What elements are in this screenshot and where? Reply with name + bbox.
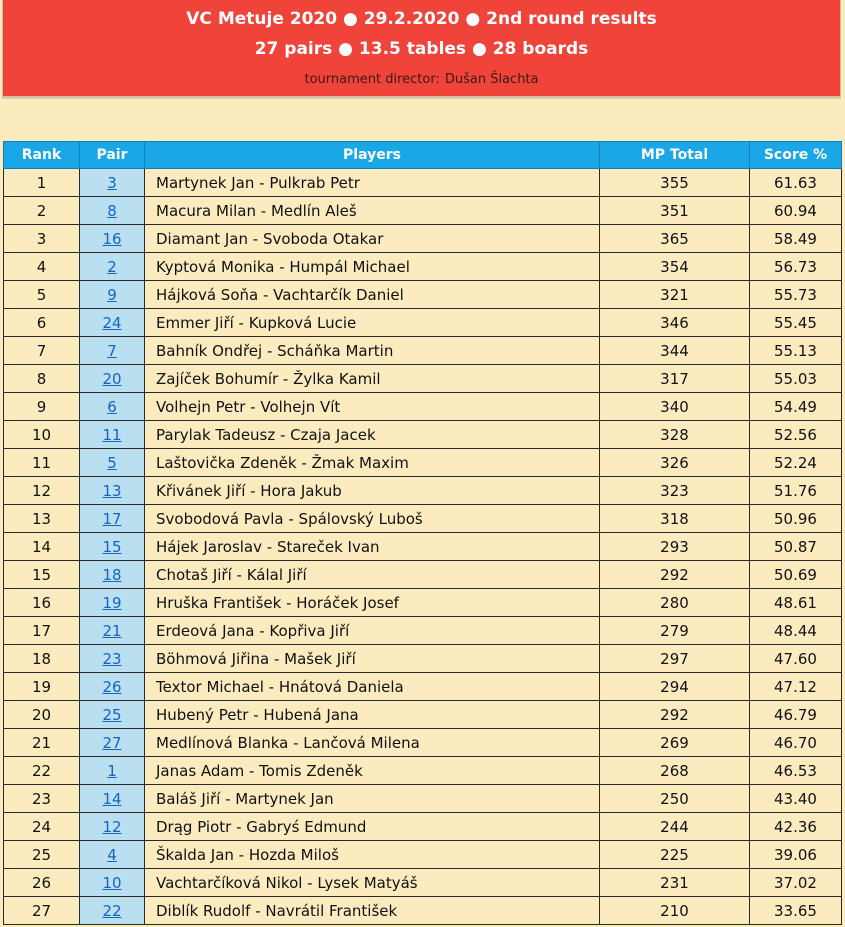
pair-link[interactable]: 6 (107, 397, 117, 416)
score-cell: 55.73 (750, 281, 842, 309)
rank-cell: 1 (4, 169, 80, 197)
score-cell: 61.63 (750, 169, 842, 197)
results-header (2, 0, 841, 97)
column-header-players: Players (145, 142, 600, 169)
score-cell: 48.44 (750, 617, 842, 645)
rank-cell: 5 (4, 281, 80, 309)
score-cell: 46.70 (750, 729, 842, 757)
rank-cell: 23 (4, 785, 80, 813)
mp-total-cell: 225 (600, 841, 750, 869)
rank-cell: 27 (4, 897, 80, 925)
score-cell: 55.45 (750, 309, 842, 337)
players-cell: Hájek Jaroslav - Stareček Ivan (145, 533, 600, 561)
pair-link[interactable]: 1 (107, 761, 117, 780)
pair-cell (80, 869, 145, 897)
table-row (4, 869, 842, 897)
players-cell: Křivánek Jiří - Hora Jakub (145, 477, 600, 505)
table-row (4, 813, 842, 841)
score-cell: 51.76 (750, 477, 842, 505)
pair-cell (80, 729, 145, 757)
rank-cell: 12 (4, 477, 80, 505)
score-cell: 47.12 (750, 673, 842, 701)
results-table (3, 141, 842, 925)
players-cell: Martynek Jan - Pulkrab Petr (145, 169, 600, 197)
rank-cell: 17 (4, 617, 80, 645)
score-cell: 55.13 (750, 337, 842, 365)
table-row (4, 169, 842, 197)
score-cell: 46.53 (750, 757, 842, 785)
column-header-pair: Pair (80, 142, 145, 169)
director-name: Dušan Šlachta (444, 72, 539, 87)
mp-total-cell: 323 (600, 477, 750, 505)
players-cell: Škalda Jan - Hozda Miloš (145, 841, 600, 869)
pair-cell (80, 617, 145, 645)
mp-total-cell: 346 (600, 309, 750, 337)
rank-cell: 14 (4, 533, 80, 561)
players-cell: Kyptová Monika - Humpál Michael (145, 253, 600, 281)
pair-cell (80, 477, 145, 505)
rank-cell: 7 (4, 337, 80, 365)
score-cell: 52.56 (750, 421, 842, 449)
mp-total-cell: 268 (600, 757, 750, 785)
results-body (4, 169, 842, 925)
pair-link[interactable]: 13 (102, 481, 122, 500)
rank-cell: 3 (4, 225, 80, 253)
players-cell: Medlínová Blanka - Lančová Milena (145, 729, 600, 757)
pair-link[interactable]: 3 (107, 173, 117, 192)
mp-total-cell: 244 (600, 813, 750, 841)
table-row (4, 673, 842, 701)
score-cell: 46.79 (750, 701, 842, 729)
table-row (4, 477, 842, 505)
rank-cell: 16 (4, 589, 80, 617)
rank-cell: 9 (4, 393, 80, 421)
score-cell: 39.06 (750, 841, 842, 869)
pair-cell (80, 281, 145, 309)
rank-cell: 8 (4, 365, 80, 393)
pair-cell (80, 421, 145, 449)
table-row (4, 365, 842, 393)
table-row (4, 253, 842, 281)
rank-cell: 4 (4, 253, 80, 281)
score-cell: 58.49 (750, 225, 842, 253)
players-cell: Chotaš Jiří - Kálal Jiří (145, 561, 600, 589)
pair-link[interactable]: 14 (102, 789, 122, 808)
pair-link[interactable]: 10 (102, 873, 122, 892)
mp-total-cell: 340 (600, 393, 750, 421)
score-cell: 48.61 (750, 589, 842, 617)
rank-cell: 20 (4, 701, 80, 729)
pair-link[interactable]: 26 (102, 677, 122, 696)
pair-cell (80, 897, 145, 925)
table-row (4, 225, 842, 253)
pair-cell (80, 645, 145, 673)
players-cell: Textor Michael - Hnátová Daniela (145, 673, 600, 701)
score-cell: 60.94 (750, 197, 842, 225)
pair-cell (80, 253, 145, 281)
mp-total-cell: 317 (600, 365, 750, 393)
table-row (4, 421, 842, 449)
pair-cell (80, 169, 145, 197)
table-row (4, 393, 842, 421)
rank-cell: 6 (4, 309, 80, 337)
pair-link[interactable]: 2 (107, 257, 117, 276)
tournament-director (3, 72, 840, 87)
table-row (4, 197, 842, 225)
pair-cell (80, 505, 145, 533)
score-cell: 52.24 (750, 449, 842, 477)
rank-cell: 25 (4, 841, 80, 869)
pair-cell (80, 701, 145, 729)
table-row (4, 757, 842, 785)
table-row (4, 309, 842, 337)
players-cell: Baláš Jiří - Martynek Jan (145, 785, 600, 813)
column-header-score: Score % (750, 142, 842, 169)
mp-total-cell: 365 (600, 225, 750, 253)
table-row (4, 281, 842, 309)
score-cell: 54.49 (750, 393, 842, 421)
pair-link[interactable]: 25 (102, 705, 122, 724)
rank-cell: 24 (4, 813, 80, 841)
pair-link[interactable]: 24 (102, 313, 122, 332)
players-cell: Zajíček Bohumír - Žylka Kamil (145, 365, 600, 393)
rank-cell: 21 (4, 729, 80, 757)
pair-cell (80, 197, 145, 225)
score-cell: 50.96 (750, 505, 842, 533)
table-row (4, 645, 842, 673)
score-cell: 42.36 (750, 813, 842, 841)
pair-link[interactable]: 4 (107, 845, 117, 864)
rank-cell: 26 (4, 869, 80, 897)
pair-cell (80, 533, 145, 561)
mp-total-cell: 250 (600, 785, 750, 813)
table-header-row (4, 142, 842, 169)
pair-cell (80, 813, 145, 841)
mp-total-cell: 297 (600, 645, 750, 673)
column-header-rank: Rank (4, 142, 80, 169)
pair-cell (80, 365, 145, 393)
page-title: VC Metuje 2020 ● 29.2.2020 ● 2nd round results (186, 9, 657, 29)
players-cell: Hruška František - Horáček Josef (145, 589, 600, 617)
pair-link[interactable]: 11 (102, 425, 122, 444)
players-cell: Volhejn Petr - Volhejn Vít (145, 393, 600, 421)
players-cell: Macura Milan - Medlín Aleš (145, 197, 600, 225)
pair-link[interactable]: 15 (102, 537, 122, 556)
pair-cell (80, 309, 145, 337)
players-cell: Erdeová Jana - Kopřiva Jiří (145, 617, 600, 645)
pair-link[interactable]: 12 (102, 817, 122, 836)
mp-total-cell: 326 (600, 449, 750, 477)
table-row (4, 589, 842, 617)
score-cell: 43.40 (750, 785, 842, 813)
mp-total-cell: 231 (600, 869, 750, 897)
players-cell: Svobodová Pavla - Spálovský Luboš (145, 505, 600, 533)
mp-total-cell: 344 (600, 337, 750, 365)
mp-total-cell: 292 (600, 561, 750, 589)
score-cell: 50.87 (750, 533, 842, 561)
players-cell: Hubený Petr - Hubená Jana (145, 701, 600, 729)
pair-cell (80, 561, 145, 589)
score-cell: 37.02 (750, 869, 842, 897)
pair-link[interactable]: 16 (102, 229, 122, 248)
score-cell: 47.60 (750, 645, 842, 673)
table-row (4, 505, 842, 533)
mp-total-cell: 210 (600, 897, 750, 925)
players-cell: Diblík Rudolf - Navrátil František (145, 897, 600, 925)
table-row (4, 337, 842, 365)
table-row (4, 841, 842, 869)
director-label: tournament director: (304, 72, 440, 87)
pair-cell (80, 673, 145, 701)
pair-link[interactable]: 27 (102, 733, 122, 752)
column-header-mp-total: MP Total (600, 142, 750, 169)
players-cell: Janas Adam - Tomis Zdeněk (145, 757, 600, 785)
tournament-summary: 27 pairs ● 13.5 tables ● 28 boards (254, 39, 589, 59)
players-cell: Drąg Piotr - Gabryś Edmund (145, 813, 600, 841)
mp-total-cell: 355 (600, 169, 750, 197)
pair-link[interactable]: 19 (102, 593, 122, 612)
players-cell: Parylak Tadeusz - Czaja Jacek (145, 421, 600, 449)
score-cell: 50.69 (750, 561, 842, 589)
score-cell: 56.73 (750, 253, 842, 281)
rank-cell: 10 (4, 421, 80, 449)
table-row (4, 561, 842, 589)
table-row (4, 617, 842, 645)
table-row (4, 701, 842, 729)
pair-link[interactable]: 8 (107, 201, 117, 220)
pair-cell (80, 589, 145, 617)
mp-total-cell: 292 (600, 701, 750, 729)
mp-total-cell: 280 (600, 589, 750, 617)
pair-cell (80, 449, 145, 477)
pair-link[interactable]: 21 (102, 621, 122, 640)
mp-total-cell: 354 (600, 253, 750, 281)
pair-link[interactable]: 9 (107, 285, 117, 304)
table-row (4, 897, 842, 925)
pair-cell (80, 841, 145, 869)
mp-total-cell: 269 (600, 729, 750, 757)
pair-link[interactable]: 17 (102, 509, 122, 528)
players-cell: Böhmová Jiřina - Mašek Jiří (145, 645, 600, 673)
mp-total-cell: 321 (600, 281, 750, 309)
mp-total-cell: 293 (600, 533, 750, 561)
pair-cell (80, 225, 145, 253)
players-cell: Diamant Jan - Svoboda Otakar (145, 225, 600, 253)
players-cell: Hájková Soňa - Vachtarčík Daniel (145, 281, 600, 309)
score-cell: 33.65 (750, 897, 842, 925)
mp-total-cell: 294 (600, 673, 750, 701)
rank-cell: 15 (4, 561, 80, 589)
players-cell: Emmer Jiří - Kupková Lucie (145, 309, 600, 337)
rank-cell: 19 (4, 673, 80, 701)
pair-cell (80, 757, 145, 785)
mp-total-cell: 328 (600, 421, 750, 449)
table-row (4, 729, 842, 757)
pair-link[interactable]: 7 (107, 341, 117, 360)
rank-cell: 22 (4, 757, 80, 785)
score-cell: 55.03 (750, 365, 842, 393)
pair-link[interactable]: 20 (102, 369, 122, 388)
pair-cell (80, 785, 145, 813)
rank-cell: 2 (4, 197, 80, 225)
pair-link[interactable]: 22 (102, 901, 122, 920)
pair-link[interactable]: 5 (107, 453, 117, 472)
rank-cell: 18 (4, 645, 80, 673)
rank-cell: 11 (4, 449, 80, 477)
table-row (4, 785, 842, 813)
players-cell: Laštovička Zdeněk - Žmak Maxim (145, 449, 600, 477)
players-cell: Bahník Ondřej - Scháňka Martin (145, 337, 600, 365)
pair-cell (80, 337, 145, 365)
table-row (4, 533, 842, 561)
table-row (4, 449, 842, 477)
pair-cell (80, 393, 145, 421)
mp-total-cell: 279 (600, 617, 750, 645)
mp-total-cell: 351 (600, 197, 750, 225)
players-cell: Vachtarčíková Nikol - Lysek Matyáš (145, 869, 600, 897)
pair-link[interactable]: 23 (102, 649, 122, 668)
pair-link[interactable]: 18 (102, 565, 122, 584)
rank-cell: 13 (4, 505, 80, 533)
mp-total-cell: 318 (600, 505, 750, 533)
